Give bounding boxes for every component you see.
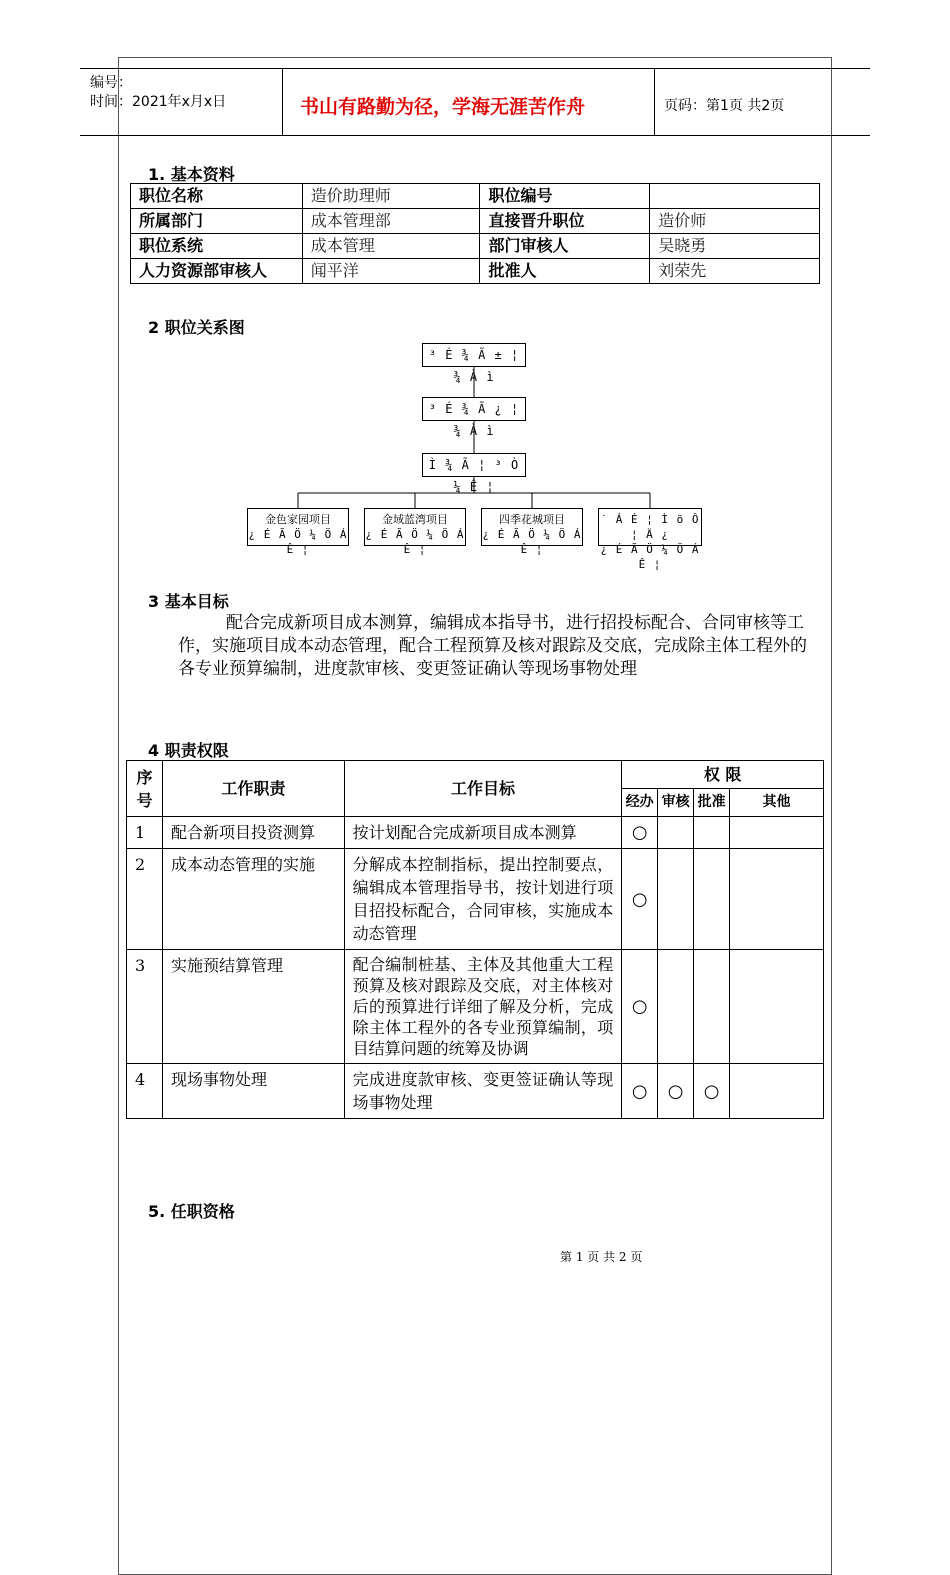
section-title-goal: 3 基本目标 [148, 592, 229, 611]
section-title-org-chart: 2 职位关系图 [148, 318, 245, 337]
value-cell: 成本管理 [302, 234, 480, 259]
authority-mark: ○ [622, 849, 658, 950]
org-node-role: ¿ É Ã Ö ¼ Ö Á Ê ¦ [365, 528, 465, 556]
header-other: 其他 [730, 789, 824, 817]
org-node-name: 金域蓝湾项目 [382, 513, 448, 526]
label-cell: 职位系统 [131, 234, 303, 259]
value-cell: 造价助理师 [302, 184, 480, 209]
authority-mark [658, 849, 694, 950]
authority-mark [694, 817, 730, 849]
target-cell: 配合编制桩基、主体及其他重大工程预算及核对跟踪及交底，对主体核对后的预算进行详细了解及分析，完成除主体工程外的各专业预算编制，项目结算问题的统筹及协调 [344, 950, 622, 1064]
seq-cell: 3 [127, 950, 163, 1064]
duties-table [126, 760, 824, 1119]
target-cell: 分解成本控制指标，提出控制要点，编辑成本管理指导书，按计划进行项目招投标配合，合同审核，实施成本动态管理 [344, 849, 622, 950]
org-node-project [598, 508, 702, 571]
duty-cell: 配合新项目投资测算 [162, 817, 344, 849]
table-row [127, 950, 824, 1064]
seq-cell: 1 [127, 817, 163, 849]
header-seq: 序号 [127, 761, 163, 817]
authority-mark [730, 950, 824, 1064]
header-target: 工作目标 [344, 761, 622, 817]
label-cell: 所属部门 [131, 209, 303, 234]
seq-cell: 4 [127, 1064, 163, 1119]
seq-cell: 2 [127, 849, 163, 950]
authority-mark [694, 950, 730, 1064]
authority-mark: ○ [622, 1064, 658, 1119]
label-cell: 批准人 [480, 259, 650, 284]
org-node-role: ¿ É Ã Ö ¼ Ö Á Ê ¦ [248, 528, 348, 556]
target-cell: 完成进度款审核、变更签证确认等现场事物处理 [344, 1064, 622, 1119]
table-row [127, 849, 824, 950]
header-approve: 批准 [694, 789, 730, 817]
value-cell: 造价师 [650, 209, 820, 234]
authority-mark: ○ [622, 817, 658, 849]
org-node-level2: ³ É ¾ Ã ¿ ¦ ¾ À ì [422, 397, 526, 421]
doc-time-label: 时间：2021年x月x日 [90, 94, 227, 110]
authority-mark: ○ [622, 950, 658, 1064]
label-cell: 职位名称 [131, 184, 303, 209]
page-footer: 第 1 页 共 2 页 [560, 1250, 643, 1264]
section-title-qualifications: 5. 任职资格 [148, 1202, 235, 1221]
authority-mark [730, 817, 824, 849]
authority-mark [694, 849, 730, 950]
value-cell: 吴晓勇 [650, 234, 820, 259]
header-handle: 经办 [622, 789, 658, 817]
authority-mark [658, 950, 694, 1064]
authority-mark: ○ [658, 1064, 694, 1119]
org-node-project [364, 508, 466, 556]
label-cell: 人力资源部审核人 [131, 259, 303, 284]
org-node-level3: Ì ¾ Ã ¦ ³ Ò ¼ Ê ¦ [422, 453, 526, 477]
authority-mark [730, 1064, 824, 1119]
table-header-row [127, 761, 824, 789]
label-cell: 部门审核人 [480, 234, 650, 259]
org-node-name: 四季花城项目 [499, 513, 565, 526]
org-node-role: ¿ É Ã Ö ¼ Ö Á Ê ¦ [482, 528, 582, 556]
org-node-role: ¿ É Ã Ö ¼ Ö Á Ê ¦ [600, 543, 700, 571]
authority-mark: ○ [694, 1064, 730, 1119]
label-cell: 直接晋升职位 [480, 209, 650, 234]
table-row [127, 1064, 824, 1119]
header-duty: 工作职责 [162, 761, 344, 817]
org-node-project [481, 508, 583, 556]
doc-number-label: 编号： [90, 75, 132, 91]
org-node-project [247, 508, 349, 556]
page-number-label: 页码：第1页 共2页 [664, 98, 785, 114]
org-node-name: ˙ Á É ¦ Ì ö Ô ¦ Ä ¿ [600, 513, 700, 541]
duty-cell: 实施预结算管理 [162, 950, 344, 1064]
section-title-basic-info: 1. 基本资料 [148, 165, 235, 184]
duty-cell: 现场事物处理 [162, 1064, 344, 1119]
authority-mark [730, 849, 824, 950]
value-cell: 成本管理部 [302, 209, 480, 234]
goal-paragraph [178, 612, 808, 681]
value-cell: 闻平洋 [302, 259, 480, 284]
org-node-name: 金色家园项目 [265, 513, 331, 526]
header-motto: 书山有路勤为径，学海无涯苦作舟 [300, 96, 586, 118]
table-row [127, 817, 824, 849]
header-authority: 权 限 [622, 761, 824, 789]
label-cell: 职位编号 [480, 184, 650, 209]
value-cell: 刘荣先 [650, 259, 820, 284]
section-title-duties: 4 职责权限 [148, 741, 229, 760]
org-node-level1: ³ É ¾ Ã ± ¦ ¾ À ì [422, 343, 526, 367]
header-review: 审核 [658, 789, 694, 817]
target-cell: 按计划配合完成新项目成本测算 [344, 817, 622, 849]
duty-cell: 成本动态管理的实施 [162, 849, 344, 950]
authority-mark [658, 817, 694, 849]
goal-text: 配合完成新项目成本测算，编辑成本指导书，进行招投标配合、合同审核等工作，实施项目成本动态管理，配合工程预算及核对跟踪及交底，完成除主体工程外的各专业预算编制，进度款审核、变更签证确认等现场事物处理 [178, 613, 807, 679]
